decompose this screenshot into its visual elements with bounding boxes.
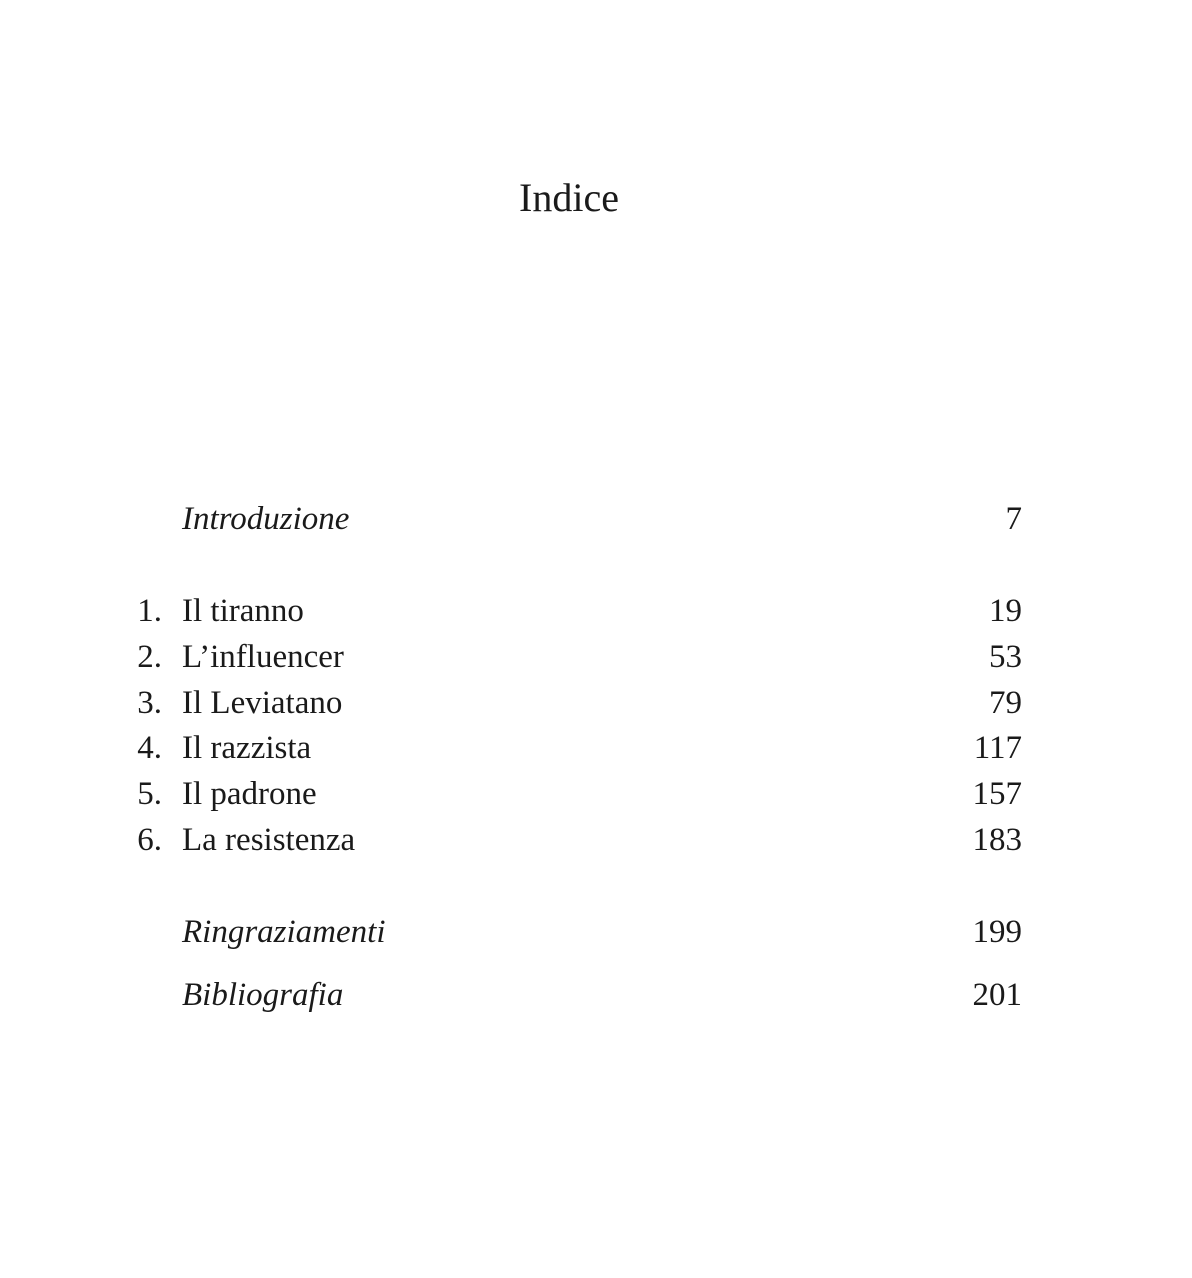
toc-entry-page: 199	[972, 914, 1022, 950]
toc-entry-chapter-6	[0, 817, 1192, 863]
toc-entry-number: 3.	[137, 685, 162, 721]
toc-entry-page: 19	[989, 593, 1022, 629]
toc-entry-chapter-3	[0, 680, 1192, 726]
toc-entry-page: 53	[989, 639, 1022, 675]
toc-entry-label: Il razzista	[182, 730, 312, 766]
toc-entry-label: Ringraziamenti	[182, 914, 386, 950]
toc-entry-label: Bibliografia	[182, 977, 344, 1013]
toc-entry-page: 7	[1005, 501, 1022, 537]
toc-entry-label: Il padrone	[182, 776, 317, 812]
toc-entry-number: 5.	[137, 776, 162, 812]
toc-entry-page: 79	[989, 685, 1022, 721]
toc-entry-acknowledgements	[0, 909, 1192, 955]
toc-entry-chapter-1	[0, 588, 1192, 634]
toc-entry-number: 4.	[137, 730, 162, 766]
toc-entry-chapter-2	[0, 634, 1192, 680]
toc-entry-page: 157	[972, 776, 1022, 812]
toc-entry-introduction	[0, 496, 1192, 542]
toc-entry-label: Il tiranno	[182, 593, 304, 629]
toc-entry-label: L’influencer	[182, 639, 344, 675]
toc-entry-number: 1.	[137, 593, 162, 629]
toc-entry-bibliography	[0, 972, 1192, 1018]
toc-entry-label: Introduzione	[182, 501, 350, 537]
toc-entry-number: 6.	[137, 822, 162, 858]
toc-entry-label: Il Leviatano	[182, 685, 343, 721]
toc-entry-page: 201	[972, 977, 1022, 1013]
toc-entry-label: La resistenza	[182, 822, 356, 858]
toc-entry-chapter-4	[0, 725, 1192, 771]
toc-entry-number: 2.	[137, 639, 162, 675]
toc-entry-chapter-5	[0, 771, 1192, 817]
toc-entry-page: 183	[972, 822, 1022, 858]
toc-entry-page: 117	[973, 730, 1022, 766]
page-title: Indice	[519, 175, 619, 220]
